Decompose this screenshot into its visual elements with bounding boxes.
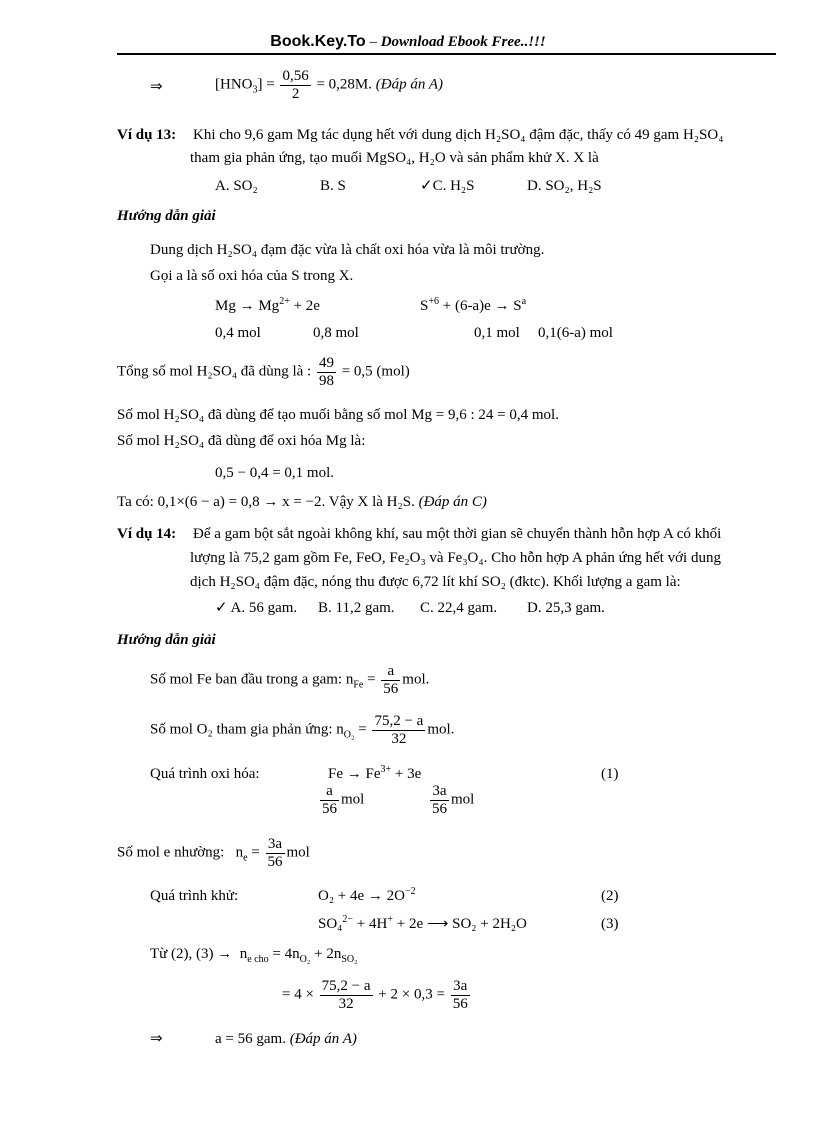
o2-sub: O₂: [343, 729, 355, 741]
sum-frac1: [320, 978, 373, 1012]
ex14-line2: lượng là 75,2 gam gồm Fe, FeO, Fe₂O₃ và Fe₃O₄. Cho hỗn hợp A phản ứng hết với dung: [190, 550, 721, 566]
ex13-salt: Số mol H₂SO₄ đã dùng để tạo muối bằng số mol Mg = 9,6 : 24 = 0,4 mol.: [117, 407, 559, 423]
ox-u1: mol: [341, 791, 365, 808]
ex14-e: Số mol e nhường: $n_e$ = $\frac{3a}{56}$ mol: [117, 836, 310, 870]
ex14-guide-text: Hướng dẫn giải: [117, 632, 216, 648]
o2-frac: [372, 713, 425, 747]
ox-num1: a: [320, 783, 339, 801]
red-eq1: [318, 886, 416, 904]
e-num: 3a: [266, 836, 285, 854]
ex14-opt-b: B. 11,2 gam.: [318, 600, 395, 616]
ex13-opt-b: B. S: [320, 178, 346, 194]
mol-3: 0,1 mol: [474, 325, 520, 341]
total-res: = 0,5 (mol): [341, 363, 410, 380]
ex13-opt-a: A. SO₂: [215, 178, 258, 194]
ox-eq: [328, 764, 422, 782]
top-arrow: ⇒: [150, 79, 163, 95]
frac-den: 2: [291, 85, 300, 102]
sum-b: + 2 × 0,3 =: [378, 986, 445, 1003]
red-tag2: (3): [601, 916, 619, 932]
sum-den2: 56: [452, 995, 468, 1012]
from-text: Từ (2), (3) →: [150, 946, 233, 962]
brand: Book.Key.To: [270, 33, 366, 50]
ex14-opt-a-text: A. 56 gam.: [230, 600, 298, 616]
ex14-guide: [117, 633, 216, 648]
total-text: Tổng số mol H₂SO₄ đã dùng là :: [117, 363, 312, 380]
ex13-guide: [117, 209, 216, 224]
from-n: n: [239, 946, 248, 962]
red-eq2-a: SO₄: [318, 916, 343, 932]
ex14-fe: Số mol Fe ban đầu trong a gam: $n_{Fe}$ = $\frac{a}{56}$ mol.: [150, 663, 430, 697]
ex14-opt-a: [215, 601, 297, 616]
ex13-label: [117, 128, 176, 143]
ex14-label-text: Ví dụ 14:: [117, 526, 177, 542]
fe-unit: mol.: [402, 671, 430, 688]
ox-sup: 3+: [380, 764, 392, 775]
from-sub2: O₂: [299, 954, 311, 965]
frac-num: 0,56: [282, 68, 309, 84]
ox-eq-b: + 3e: [391, 766, 422, 782]
check-icon: ✓: [420, 178, 433, 194]
red-eq2-b: + 4H: [353, 916, 388, 932]
o2-text: Số mol O₂ tham gia phản ứng:: [150, 721, 333, 738]
mol-1: 0,4 mol: [215, 325, 261, 341]
eq2-sup2: a: [521, 296, 527, 307]
ox-num2: 3a: [430, 783, 449, 801]
expr-left: [HNO: [215, 76, 253, 93]
check-icon: ✓: [215, 600, 228, 616]
ex14-line1: Để a gam bột sắt ngoài không khí, sau một thời gian sẽ chuyển thành hỗn hợp A có khối: [193, 526, 722, 542]
ex14-line3: dịch H₂SO₄ đậm đặc, nóng thu được 6,72 lít khí SO₂ (đktc). Khối lượng a gam là:: [190, 574, 681, 590]
sum-num2: 3a: [451, 978, 470, 996]
o2-den: 32: [391, 730, 407, 747]
from-eq2: = 4n: [268, 946, 300, 962]
red-sup2: 2−: [342, 914, 354, 925]
eq2-a: S: [420, 298, 429, 314]
ex13-conclusion: [117, 495, 487, 510]
ex14-opt-d: D. 25,3 gam.: [527, 600, 605, 616]
total-num: 49: [318, 355, 334, 371]
final-line: [215, 1032, 357, 1047]
ex13-s2: Gọi a là số oxi hóa của S trong X.: [150, 268, 354, 284]
final-text: a = 56 gam.: [215, 1031, 286, 1047]
ex13-line1: Khi cho 9,6 gam Mg tác dụng hết với dung dịch H₂SO₄ đậm đặc, thấy có 49 gam H₂SO₄: [193, 127, 724, 143]
eq2-b: + (6-a)e → S: [438, 298, 522, 314]
final-arrow: ⇒: [150, 1031, 163, 1047]
page-header: [0, 34, 816, 50]
from-line: [150, 946, 358, 965]
from-sub: e cho: [247, 954, 269, 965]
fraction: [280, 68, 310, 102]
top-expression: [215, 68, 443, 102]
ex13-eq2: [420, 296, 527, 314]
red-title: Quá trình khử:: [150, 888, 239, 904]
ex13-eq1: [215, 296, 320, 314]
ox-frac1-box: [320, 783, 339, 817]
ox-frac2-box: [430, 783, 449, 817]
fe-num: a: [381, 663, 400, 681]
red-eq1-a: O₂ + 4e → 2O: [318, 888, 406, 904]
ex14-o2: Số mol O₂ tham gia phản ứng: $n_{O_2}$ = $\frac{75,2 - a}{32}$ mol.: [150, 713, 455, 747]
ox-frac1: [318, 783, 364, 817]
ox-den2: 56: [432, 800, 447, 817]
total-frac: [317, 355, 336, 389]
result: = 0,28M.: [316, 76, 373, 93]
ex14-opt-c: C. 22,4 gam.: [420, 600, 498, 616]
red-eq2-c: + 2e ⟶ SO₂ + 2H₂O: [392, 916, 527, 932]
ex13-calc: 0,5 − 0,4 = 0,1 mol.: [215, 465, 335, 481]
ex13-opt-d: D. SO₂, H₂S: [527, 178, 602, 194]
final-ans: (Đáp án A): [289, 1031, 357, 1047]
sum-a: = 4 ×: [282, 986, 314, 1003]
tagline: Download Ebook Free..!!!: [380, 34, 546, 50]
mol-2: 0,8 mol: [313, 325, 359, 341]
sum-line: [282, 978, 472, 1012]
ox-title: Quá trình oxi hóa:: [150, 766, 260, 782]
fe-frac: [381, 663, 400, 697]
header-dash: –: [365, 34, 381, 50]
e-text: Số mol e nhường:: [117, 844, 225, 861]
e-n: n: [235, 844, 244, 861]
sum-den: 32: [338, 995, 354, 1012]
sum-frac2: [451, 978, 470, 1012]
eq1-left: Mg → Mg: [215, 298, 280, 314]
red-sup1: −2: [405, 886, 416, 897]
ox-eq-a: Fe → Fe: [328, 766, 381, 782]
eq2-sup: +6: [428, 296, 439, 307]
ox-u2: mol: [451, 791, 475, 808]
header-rule: [117, 53, 776, 55]
e-den: 56: [267, 853, 283, 870]
e-sub: e: [243, 852, 248, 864]
o2-n: n: [336, 721, 344, 738]
eq1-sup: 2+: [279, 296, 290, 307]
ox-den1: 56: [322, 800, 337, 817]
ex13-opt-c: [420, 179, 475, 194]
o2-unit: mol.: [427, 721, 455, 738]
ox-tag: (1): [601, 766, 619, 782]
e-unit: mol: [286, 844, 310, 861]
e-frac: [266, 836, 285, 870]
eq1-right: + 2e: [289, 298, 320, 314]
ex14-label: [117, 527, 176, 542]
ex13-line2: tham gia phản ứng, tạo muối MgSO₄, H₂O và sản phẩm khử X. X là: [190, 150, 599, 166]
expr-mid: ] =: [257, 76, 275, 93]
sum-num: 75,2 − a: [321, 978, 371, 994]
expr-sub: 3: [252, 84, 258, 96]
red-sup3: +: [387, 914, 393, 925]
fe-den: 56: [383, 680, 399, 697]
ex13-opt-c-text: C. H₂S: [432, 178, 475, 194]
conclusion-ans: (Đáp án C): [418, 494, 487, 510]
from-sub3: SO₂: [341, 954, 358, 965]
answer: (Đáp án A): [375, 76, 443, 93]
fe-text: Số mol Fe ban đầu trong a gam:: [150, 671, 343, 688]
ex13-s1: Dung dịch H₂SO₄ đạm đặc vừa là chất oxi hóa vừa là môi trường.: [150, 242, 545, 258]
ex13-total: [117, 355, 410, 389]
from-eq3: + 2n: [310, 946, 342, 962]
ex13-oxid: Số mol H₂SO₄ đã dùng để oxi hóa Mg là:: [117, 433, 366, 449]
total-den: 98: [318, 372, 334, 389]
ex13-guide-text: Hướng dẫn giải: [117, 208, 216, 224]
red-tag1: (2): [601, 888, 619, 904]
fe-n: n: [345, 671, 354, 688]
ox-frac2: [428, 783, 474, 817]
o2-num: 75,2 − a: [374, 713, 424, 729]
ex13-label-text: Ví dụ 13:: [117, 127, 177, 143]
mol-4: 0,1(6-a) mol: [538, 325, 613, 341]
red-eq2: [318, 914, 527, 932]
conclusion-text: Ta có: 0,1×(6 − a) = 0,8 → x = −2. Vậy X là H₂S.: [117, 494, 415, 510]
fe-sub: Fe: [353, 679, 364, 691]
